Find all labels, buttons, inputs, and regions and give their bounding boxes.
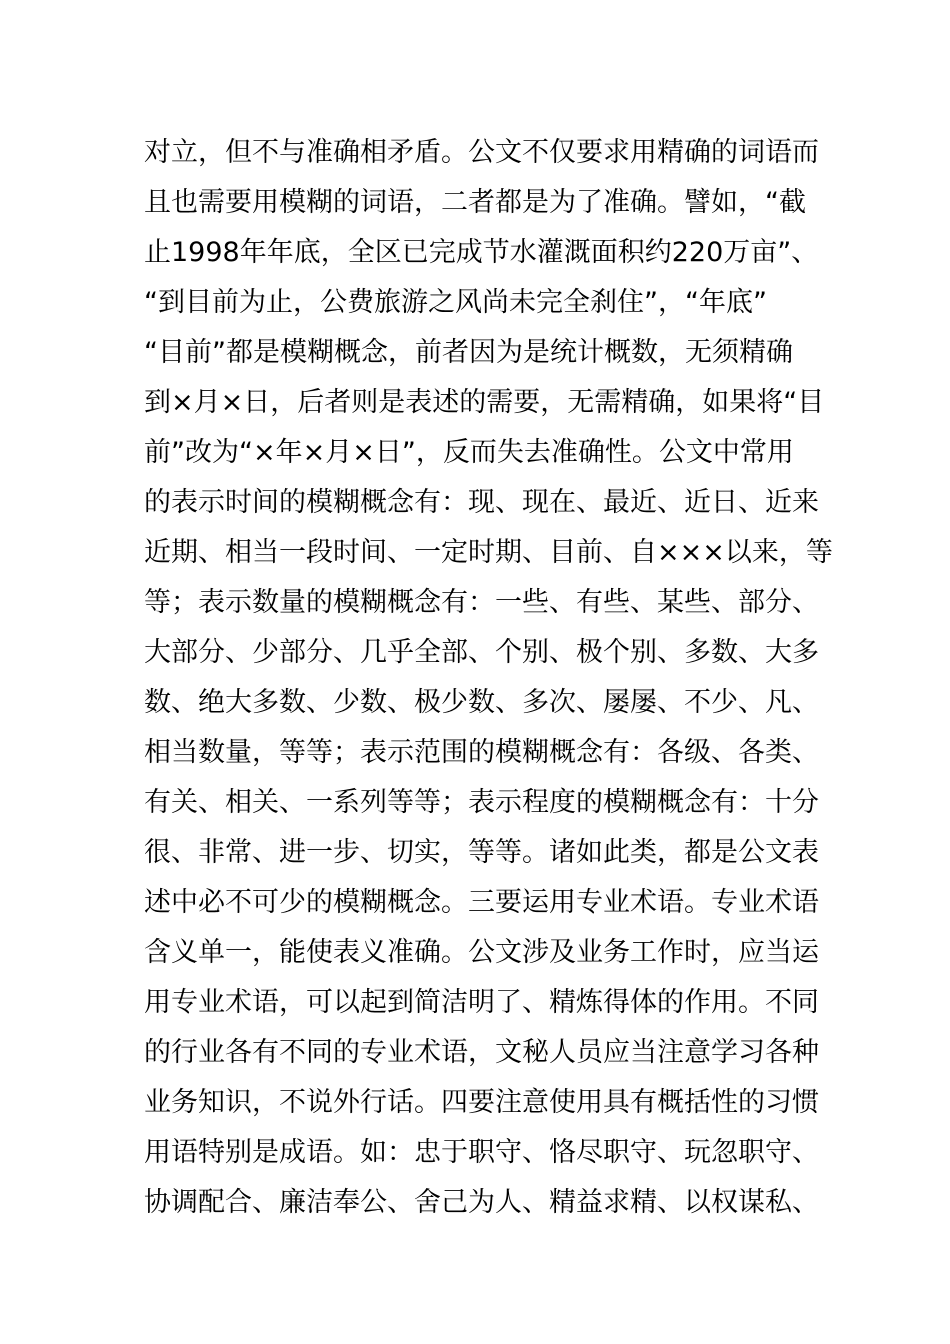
text-line: 相当数量，等等；表示范围的模糊概念有：各级、各类、 (144, 737, 819, 768)
text-line: 用语特别是成语。如：忠于职守、恪尽职守、玩忽职守、 (144, 1137, 819, 1168)
text-line: 用专业术语，可以起到简洁明了、精炼得体的作用。不同 (144, 987, 819, 1018)
text-line: 到×月×日，后者则是表述的需要，无需精确，如果将“目 (144, 387, 825, 418)
text-line: 且也需要用模糊的词语，二者都是为了准确。譬如，“截 (144, 187, 806, 218)
text-line: 前”改为“×年×月×日”，反而失去准确性。公文中常用 (144, 437, 794, 468)
text-line: “目前”都是模糊概念，前者因为是统计概数，无须精确 (144, 337, 793, 368)
text-line: 数、绝大多数、少数、极少数、多次、屡屡、不少、凡、 (144, 687, 819, 718)
text-line: 的行业各有不同的专业术语，文秘人员应当注意学习各种 (144, 1037, 819, 1068)
text-line: 业务知识，不说外行话。四要注意使用具有概括性的习惯 (144, 1087, 819, 1118)
text-line: 协调配合、廉洁奉公、舍己为人、精益求精、以权谋私、 (144, 1187, 819, 1218)
text-line: “到目前为止，公费旅游之风尚未完全刹住”，“年底” (144, 287, 767, 318)
text-line: 有关、相关、一系列等等；表示程度的模糊概念有：十分 (144, 787, 819, 818)
body-paragraph (144, 128, 844, 1228)
text-line: 近期、相当一段时间、一定时期、目前、自×××以来，等 (144, 537, 833, 568)
text-line: 含义单一，能使表义准确。公文涉及业务工作时，应当运 (144, 937, 819, 968)
text-line: 对立，但不与准确相矛盾。公文不仅要求用精确的词语而 (144, 137, 819, 168)
text-line: 很、非常、进一步、切实，等等。诸如此类，都是公文表 (144, 837, 819, 868)
text-line: 大部分、少部分、几乎全部、个别、极个别、多数、大多 (144, 637, 819, 668)
text-line: 的表示时间的模糊概念有：现、现在、最近、近日、近来 (144, 487, 819, 518)
text-line: 述中必不可少的模糊概念。三要运用专业术语。专业术语 (144, 887, 819, 918)
text-line: 止1998年年底，全区已完成节水灌溉面积约220万亩”、 (144, 237, 819, 268)
text-line: 等；表示数量的模糊概念有：一些、有些、某些、部分、 (144, 587, 819, 618)
